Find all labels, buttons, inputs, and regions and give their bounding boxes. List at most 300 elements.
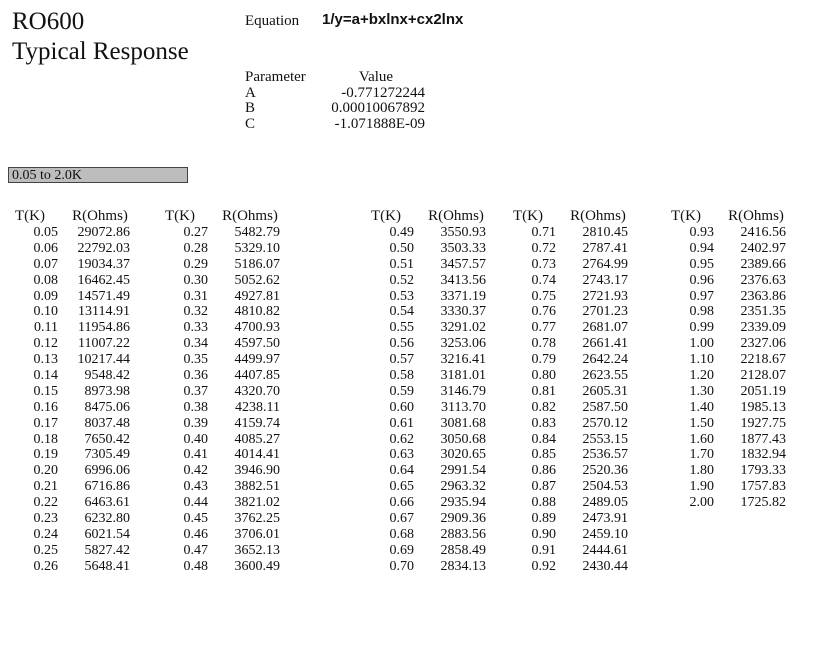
table-row — [366, 289, 496, 305]
table-row — [160, 241, 290, 257]
parameter-row-b — [245, 101, 431, 117]
resistance-cell: 22792.03 — [77, 240, 130, 256]
temperature-cell: 0.85 — [531, 447, 556, 463]
table-row — [508, 241, 638, 257]
temperature-cell: 0.62 — [389, 431, 414, 447]
temperature-cell: 0.45 — [183, 511, 208, 527]
temperature-cell: 0.55 — [389, 320, 414, 336]
temperature-cell: 0.77 — [531, 320, 556, 336]
resistance-cell: 6021.54 — [84, 526, 130, 542]
table-row — [366, 273, 496, 289]
parameter-value: -1.071888E-09 — [334, 115, 425, 132]
table-row — [10, 336, 140, 352]
table-row — [366, 447, 496, 463]
temperature-cell: 0.22 — [33, 495, 58, 511]
table-row — [160, 511, 290, 527]
table-row — [366, 432, 496, 448]
value-header: Value — [358, 69, 394, 85]
resistance-cell: 3371.19 — [440, 288, 486, 304]
temperature-cell: 0.34 — [183, 336, 208, 352]
temperature-cell: 0.23 — [33, 511, 58, 527]
resistance-cell: 2489.05 — [582, 495, 628, 511]
temperature-cell: 0.63 — [389, 447, 414, 463]
table-row — [160, 432, 290, 448]
table-row — [10, 400, 140, 416]
table-row — [10, 384, 140, 400]
resistance-cell: 2642.24 — [582, 352, 628, 368]
resistance-cell: 2883.56 — [440, 526, 486, 542]
resistance-cell: 3946.90 — [234, 463, 280, 479]
temperature-cell: 1.90 — [689, 479, 714, 495]
resistance-cell: 2339.09 — [740, 320, 786, 336]
temperature-cell: 0.74 — [531, 272, 556, 288]
parameter-table-header — [245, 70, 431, 86]
table-row — [10, 416, 140, 432]
temperature-cell: 1.30 — [689, 383, 714, 399]
resistance-header: R(Ohms) — [428, 208, 484, 224]
table-row — [160, 352, 290, 368]
table-row — [160, 273, 290, 289]
resistance-cell: 3652.13 — [234, 542, 280, 558]
temperature-cell: 0.76 — [531, 304, 556, 320]
resistance-cell: 13114.91 — [78, 304, 130, 320]
temperature-cell: 0.58 — [389, 368, 414, 384]
resistance-cell: 2389.66 — [740, 256, 786, 272]
resistance-cell: 3253.06 — [440, 336, 486, 352]
resistance-cell: 11954.86 — [78, 320, 130, 336]
table-row — [10, 479, 140, 495]
temperature-cell: 0.73 — [531, 256, 556, 272]
table-row — [366, 416, 496, 432]
resistance-cell: 1725.82 — [740, 495, 786, 511]
table-row — [10, 559, 140, 575]
temperature-cell: 0.57 — [389, 352, 414, 368]
resistance-header: R(Ohms) — [222, 208, 278, 224]
table-row — [508, 511, 638, 527]
resistance-cell: 3216.41 — [440, 352, 486, 368]
range-label: 0.05 to 2.0K — [8, 167, 188, 183]
resistance-cell: 2681.07 — [582, 320, 628, 336]
resistance-cell: 5186.07 — [234, 256, 280, 272]
temperature-cell: 0.52 — [389, 272, 414, 288]
table-row — [366, 352, 496, 368]
resistance-cell: 2661.41 — [582, 336, 628, 352]
resistance-cell: 4407.85 — [234, 368, 280, 384]
temperature-cell: 0.05 — [33, 225, 58, 240]
table-row — [366, 304, 496, 320]
table-row — [366, 368, 496, 384]
temperature-cell: 0.72 — [531, 240, 556, 256]
table-row — [366, 257, 496, 273]
temperature-cell: 1.40 — [689, 399, 714, 415]
resistance-cell: 2605.31 — [582, 383, 628, 399]
resistance-cell: 5827.42 — [84, 542, 130, 558]
temperature-cell: 1.00 — [689, 336, 714, 352]
table-row — [508, 495, 638, 511]
table-row — [508, 336, 638, 352]
temperature-cell: 1.70 — [689, 447, 714, 463]
temperature-cell: 0.67 — [389, 511, 414, 527]
data-column-2 — [160, 207, 290, 575]
temperature-cell: 0.11 — [34, 320, 58, 336]
table-row — [366, 241, 496, 257]
temperature-cell: 0.68 — [389, 526, 414, 542]
temperature-cell: 0.54 — [389, 304, 414, 320]
parameter-value: -0.771272244 — [341, 84, 425, 101]
resistance-cell: 2351.35 — [740, 304, 786, 320]
table-row — [666, 432, 796, 448]
table-row — [366, 527, 496, 543]
resistance-cell: 8973.98 — [84, 383, 130, 399]
table-row — [666, 241, 796, 257]
resistance-cell: 2402.97 — [740, 240, 786, 256]
temperature-cell: 1.20 — [689, 368, 714, 384]
resistance-cell: 6716.86 — [84, 479, 130, 495]
temperature-cell: 0.64 — [389, 463, 414, 479]
temperature-cell: 0.82 — [531, 399, 556, 415]
table-row — [508, 559, 638, 575]
table-row — [10, 289, 140, 305]
table-row — [10, 352, 140, 368]
temperature-cell: 0.08 — [33, 272, 58, 288]
table-row — [508, 257, 638, 273]
resistance-cell: 3503.33 — [440, 240, 486, 256]
temperature-cell: 0.13 — [33, 352, 58, 368]
resistance-cell: 4159.74 — [234, 415, 280, 431]
table-row — [160, 336, 290, 352]
table-row — [160, 225, 290, 241]
temperature-header: T(K) — [671, 208, 701, 224]
table-row — [666, 368, 796, 384]
column-header — [366, 207, 496, 225]
resistance-cell: 2935.94 — [440, 495, 486, 511]
resistance-cell: 4499.97 — [234, 352, 280, 368]
temperature-cell: 0.09 — [33, 288, 58, 304]
table-row — [366, 511, 496, 527]
resistance-cell: 4700.93 — [234, 320, 280, 336]
resistance-cell: 2520.36 — [582, 463, 628, 479]
resistance-cell: 2570.12 — [582, 415, 628, 431]
resistance-cell: 5329.10 — [234, 240, 280, 256]
temperature-cell: 1.60 — [689, 431, 714, 447]
table-row — [10, 511, 140, 527]
temperature-cell: 0.95 — [689, 256, 714, 272]
resistance-cell: 9548.42 — [84, 368, 130, 384]
table-row — [666, 400, 796, 416]
resistance-header: R(Ohms) — [72, 208, 128, 224]
temperature-cell: 0.93 — [689, 225, 714, 240]
temperature-cell: 0.59 — [389, 383, 414, 399]
resistance-cell: 3020.65 — [440, 447, 486, 463]
resistance-cell: 7650.42 — [84, 431, 130, 447]
temperature-cell: 0.92 — [531, 558, 556, 574]
table-row — [160, 384, 290, 400]
resistance-cell: 6463.61 — [84, 495, 130, 511]
page-title: RO600 — [12, 8, 85, 35]
column-header — [508, 207, 638, 225]
table-row — [10, 273, 140, 289]
temperature-cell: 0.61 — [389, 415, 414, 431]
resistance-header: R(Ohms) — [570, 208, 626, 224]
table-row — [10, 543, 140, 559]
temperature-cell: 0.60 — [389, 399, 414, 415]
table-row — [666, 225, 796, 241]
resistance-cell: 2444.61 — [582, 542, 628, 558]
table-row — [10, 257, 140, 273]
resistance-cell: 5052.62 — [234, 272, 280, 288]
table-row — [160, 463, 290, 479]
temperature-cell: 0.65 — [389, 479, 414, 495]
resistance-cell: 2504.53 — [582, 479, 628, 495]
temperature-cell: 0.87 — [531, 479, 556, 495]
resistance-cell: 2991.54 — [440, 463, 486, 479]
table-row — [508, 352, 638, 368]
table-row — [160, 289, 290, 305]
table-row — [160, 304, 290, 320]
resistance-cell: 2536.57 — [582, 447, 628, 463]
resistance-cell: 6996.06 — [84, 463, 130, 479]
resistance-cell: 2327.06 — [740, 336, 786, 352]
table-row — [160, 543, 290, 559]
resistance-cell: 19034.37 — [77, 256, 130, 272]
table-row — [366, 463, 496, 479]
equation-label: Equation — [245, 13, 300, 29]
table-row — [508, 384, 638, 400]
parameter-row-c — [245, 117, 431, 133]
table-row — [160, 495, 290, 511]
resistance-cell: 2376.63 — [740, 272, 786, 288]
temperature-cell: 0.96 — [689, 272, 714, 288]
table-row — [10, 304, 140, 320]
temperature-cell: 0.80 — [531, 368, 556, 384]
temperature-cell: 0.98 — [689, 304, 714, 320]
table-row — [508, 463, 638, 479]
temperature-cell: 0.91 — [531, 542, 556, 558]
temperature-cell: 0.17 — [33, 415, 58, 431]
table-row — [666, 257, 796, 273]
table-row — [366, 336, 496, 352]
temperature-cell: 0.25 — [33, 542, 58, 558]
temperature-cell: 1.10 — [689, 352, 714, 368]
resistance-cell: 29072.86 — [77, 225, 130, 240]
resistance-cell: 1877.43 — [740, 431, 786, 447]
temperature-cell: 0.46 — [183, 526, 208, 542]
temperature-cell: 0.44 — [183, 495, 208, 511]
resistance-cell: 2787.41 — [582, 240, 628, 256]
temperature-cell: 1.80 — [689, 463, 714, 479]
table-row — [160, 320, 290, 336]
resistance-cell: 2363.86 — [740, 288, 786, 304]
temperature-cell: 0.28 — [183, 240, 208, 256]
resistance-cell: 4927.81 — [234, 288, 280, 304]
temperature-cell: 0.88 — [531, 495, 556, 511]
resistance-cell: 6232.80 — [84, 511, 130, 527]
temperature-cell: 0.70 — [389, 558, 414, 574]
table-row — [508, 304, 638, 320]
table-row — [10, 368, 140, 384]
parameter-name: A — [245, 84, 256, 101]
resistance-cell: 5482.79 — [234, 225, 280, 240]
data-column-1 — [10, 207, 140, 575]
table-row — [666, 416, 796, 432]
column-header — [10, 207, 140, 225]
resistance-cell: 1985.13 — [740, 399, 786, 415]
resistance-cell: 2051.19 — [740, 383, 786, 399]
resistance-cell: 3113.70 — [441, 399, 486, 415]
resistance-cell: 8037.48 — [84, 415, 130, 431]
table-row — [666, 320, 796, 336]
table-row — [10, 527, 140, 543]
resistance-cell: 3413.56 — [440, 272, 486, 288]
parameter-table — [245, 70, 431, 132]
table-row — [508, 225, 638, 241]
temperature-cell: 0.18 — [33, 431, 58, 447]
table-row — [366, 225, 496, 241]
table-row — [666, 495, 796, 511]
resistance-cell: 2430.44 — [582, 558, 628, 574]
temperature-cell: 0.42 — [183, 463, 208, 479]
table-row — [10, 241, 140, 257]
table-row — [666, 336, 796, 352]
table-row — [508, 400, 638, 416]
temperature-cell: 0.37 — [183, 383, 208, 399]
resistance-cell: 3882.51 — [234, 479, 280, 495]
table-row — [10, 432, 140, 448]
resistance-cell: 2416.56 — [740, 225, 786, 240]
temperature-cell: 0.99 — [689, 320, 714, 336]
temperature-header: T(K) — [15, 208, 45, 224]
resistance-cell: 1793.33 — [740, 463, 786, 479]
resistance-cell: 2587.50 — [582, 399, 628, 415]
resistance-cell: 2743.17 — [582, 272, 628, 288]
temperature-cell: 0.29 — [183, 256, 208, 272]
temperature-cell: 0.81 — [531, 383, 556, 399]
table-row — [508, 289, 638, 305]
resistance-cell: 2810.45 — [582, 225, 628, 240]
table-row — [666, 304, 796, 320]
temperature-cell: 0.43 — [183, 479, 208, 495]
table-row — [160, 368, 290, 384]
table-row — [160, 257, 290, 273]
data-column-3 — [366, 207, 496, 575]
table-row — [10, 463, 140, 479]
resistance-cell: 11007.22 — [78, 336, 130, 352]
resistance-cell: 3050.68 — [440, 431, 486, 447]
table-row — [10, 447, 140, 463]
parameter-header: Parameter — [245, 69, 306, 85]
resistance-cell: 3081.68 — [440, 415, 486, 431]
temperature-cell: 0.35 — [183, 352, 208, 368]
temperature-cell: 2.00 — [689, 495, 714, 511]
resistance-cell: 4810.82 — [234, 304, 280, 320]
temperature-header: T(K) — [165, 208, 195, 224]
resistance-header: R(Ohms) — [728, 208, 784, 224]
table-row — [160, 559, 290, 575]
temperature-cell: 0.51 — [389, 256, 414, 272]
resistance-cell: 3457.57 — [440, 256, 486, 272]
temperature-cell: 0.27 — [183, 225, 208, 240]
table-row — [508, 543, 638, 559]
page-subtitle: Typical Response — [12, 38, 189, 65]
table-row — [508, 320, 638, 336]
temperature-cell: 0.71 — [531, 225, 556, 240]
temperature-cell: 0.15 — [33, 383, 58, 399]
temperature-cell: 0.50 — [389, 240, 414, 256]
temperature-cell: 0.39 — [183, 415, 208, 431]
resistance-cell: 2834.13 — [440, 558, 486, 574]
temperature-cell: 0.16 — [33, 399, 58, 415]
resistance-cell: 4320.70 — [234, 383, 280, 399]
temperature-cell: 0.86 — [531, 463, 556, 479]
resistance-cell: 2701.23 — [582, 304, 628, 320]
resistance-cell: 3181.01 — [440, 368, 486, 384]
column-header — [160, 207, 290, 225]
temperature-cell: 0.12 — [33, 336, 58, 352]
equation-formula: 1/y=a+bxlnx+cx2lnx — [322, 11, 464, 28]
data-column-4 — [508, 207, 638, 575]
temperature-cell: 0.69 — [389, 542, 414, 558]
table-row — [10, 320, 140, 336]
table-row — [160, 479, 290, 495]
resistance-cell: 3706.01 — [234, 526, 280, 542]
resistance-cell: 7305.49 — [84, 447, 130, 463]
table-row — [508, 447, 638, 463]
table-row — [366, 384, 496, 400]
resistance-cell: 3600.49 — [234, 558, 280, 574]
temperature-cell: 0.56 — [389, 336, 414, 352]
temperature-cell: 0.20 — [33, 463, 58, 479]
table-row — [508, 479, 638, 495]
table-row — [10, 225, 140, 241]
resistance-cell: 4238.11 — [235, 399, 280, 415]
resistance-cell: 3291.02 — [440, 320, 486, 336]
table-row — [666, 479, 796, 495]
resistance-cell: 4085.27 — [234, 431, 280, 447]
table-row — [366, 400, 496, 416]
resistance-cell: 2623.55 — [582, 368, 628, 384]
table-row — [10, 495, 140, 511]
resistance-cell: 2764.99 — [582, 256, 628, 272]
temperature-cell: 0.26 — [33, 558, 58, 574]
resistance-cell: 2473.91 — [582, 511, 628, 527]
temperature-cell: 0.78 — [531, 336, 556, 352]
temperature-cell: 0.47 — [183, 542, 208, 558]
resistance-cell: 14571.49 — [77, 288, 130, 304]
table-row — [366, 495, 496, 511]
resistance-cell: 10217.44 — [77, 352, 130, 368]
temperature-cell: 0.07 — [33, 256, 58, 272]
resistance-cell: 2459.10 — [582, 526, 628, 542]
resistance-cell: 4597.50 — [234, 336, 280, 352]
table-row — [160, 447, 290, 463]
resistance-cell: 3330.37 — [440, 304, 486, 320]
column-header — [666, 207, 796, 225]
resistance-cell: 3762.25 — [234, 511, 280, 527]
table-row — [508, 416, 638, 432]
table-row — [666, 352, 796, 368]
temperature-cell: 0.36 — [183, 368, 208, 384]
temperature-cell: 0.40 — [183, 431, 208, 447]
temperature-cell: 0.32 — [183, 304, 208, 320]
resistance-cell: 2128.07 — [740, 368, 786, 384]
temperature-cell: 0.31 — [183, 288, 208, 304]
table-row — [366, 543, 496, 559]
temperature-cell: 0.19 — [33, 447, 58, 463]
resistance-cell: 16462.45 — [77, 272, 130, 288]
parameter-row-a — [245, 86, 431, 102]
table-row — [666, 447, 796, 463]
resistance-cell: 2858.49 — [440, 542, 486, 558]
